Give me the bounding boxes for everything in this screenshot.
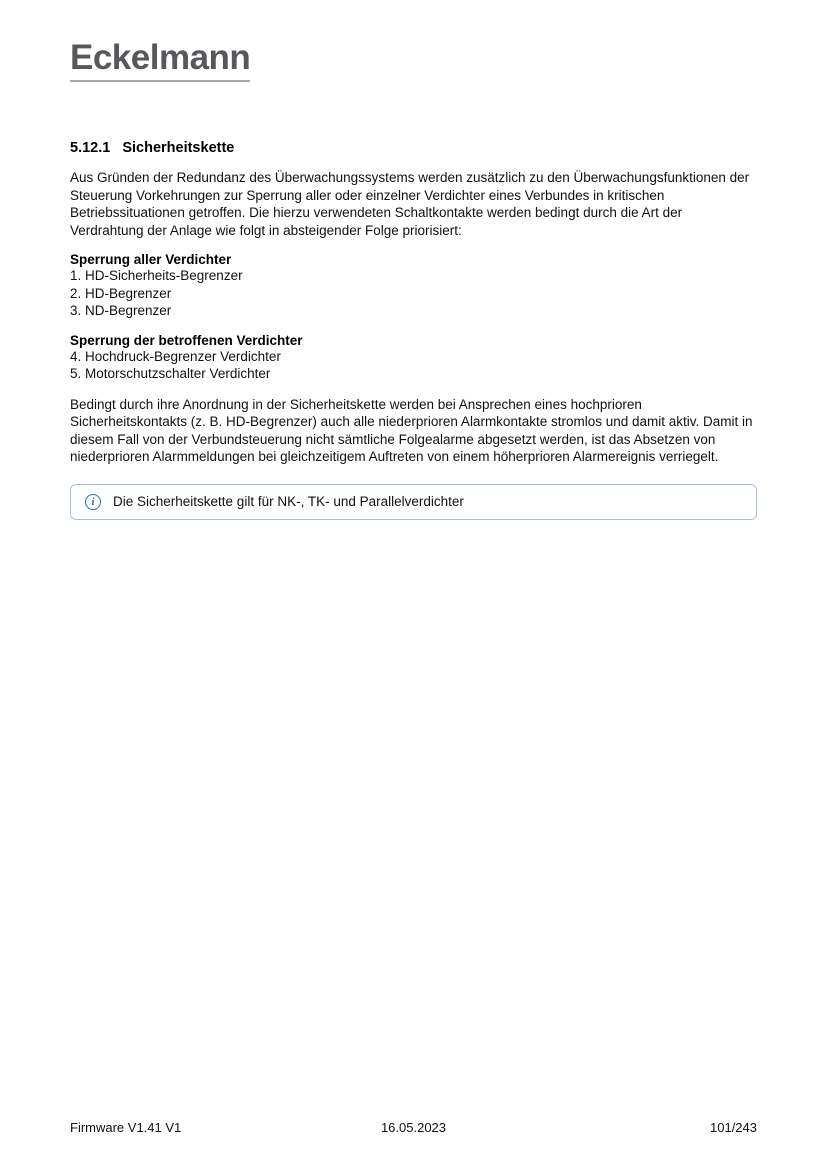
info-note-box bbox=[70, 484, 757, 520]
footer-firmware-version: Firmware V1.41 V1 bbox=[70, 1120, 182, 1135]
paragraph-intro: Aus Gründen der Redundanz des Überwachungssystems werden zusätzlich zu den Überwachungsfunktionen der Steuerung Vorkehrungen zur Sperrung aller oder einzelner Verdichter eines Verbundes in kritischen Betriebssituationen getroffen. Die hierzu verwendeten Schaltkontakte werden bedingt durch die Art der Verdrahtung der Anlage wie folgt in absteigender Folge priorisiert: bbox=[70, 170, 750, 238]
paragraph-detail: Bedingt durch ihre Anordnung in der Sicherheitskette werden bei Ansprechen eines hochprioren Sicherheitskontakts (z. B. HD-Begrenzer) auch alle niederprioren Alarmkontakte stromlos und damit aktiv. Damit in diesem Fall von der Verbundsteuerung nicht sämtliche Folgealarme abgesetzt werden, ist das Absetzen von niederprioren Alarmmeldungen bei gleichzeitigem Auftreten von einem höherprioren Alarmereignis verriegelt. bbox=[70, 396, 753, 464]
list-item: 1. HD-Sicherheits-Begrenzer bbox=[70, 268, 243, 283]
page-footer bbox=[70, 1120, 757, 1135]
page-content bbox=[0, 0, 827, 520]
section-heading bbox=[70, 140, 757, 156]
list-item: 4. Hochdruck-Begrenzer Verdichter bbox=[70, 348, 281, 364]
subheading-sperrung-aller-verdichter: Sperrung aller Verdichter bbox=[70, 252, 232, 267]
section-number: 5.12.1 bbox=[70, 140, 111, 156]
footer-date: 16.05.2023 bbox=[380, 1120, 447, 1135]
list-item: 2. HD-Begrenzer bbox=[70, 285, 172, 301]
list-sperrung-betroffene bbox=[70, 348, 757, 383]
eckelmann-logo: Eckelmann bbox=[70, 40, 250, 82]
list-sperrung-aller bbox=[70, 267, 757, 320]
footer-page-number: 101/243 bbox=[710, 1120, 757, 1135]
list-item: 3. ND-Begrenzer bbox=[70, 303, 172, 318]
note-text: Die Sicherheitskette gilt für NK-, TK- und Parallelverdichter bbox=[113, 494, 464, 509]
list-item: 5. Motorschutzschalter Verdichter bbox=[70, 366, 271, 381]
info-icon: i bbox=[85, 494, 101, 510]
section-title: Sicherheitskette bbox=[122, 140, 235, 156]
subheading-sperrung-betroffene-verdichter: Sperrung der betroffenen Verdichter bbox=[70, 332, 303, 348]
